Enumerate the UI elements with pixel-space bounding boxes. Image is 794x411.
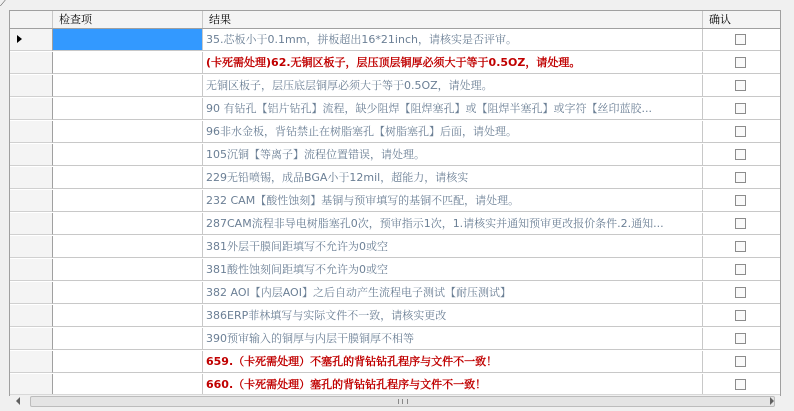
table-row[interactable] [10, 374, 780, 396]
table-row[interactable] [10, 305, 780, 328]
row-header[interactable] [10, 144, 53, 166]
table-row[interactable] [10, 213, 780, 236]
check-item-cell[interactable] [53, 259, 203, 281]
result-cell[interactable]: 287CAM流程非导电树脂塞孔0次，预审指示1次，1.请核实并通知预审更改报价条件.2.通知... [203, 213, 703, 235]
row-header[interactable] [10, 236, 53, 258]
confirm-cell[interactable] [703, 75, 780, 97]
grid-header [10, 11, 780, 29]
row-header[interactable] [10, 190, 53, 212]
result-cell[interactable]: 90 有钻孔【铝片钻孔】流程，缺少阻焊【阻焊塞孔】或【阻焊半塞孔】或字符【丝印蓝胶... [203, 98, 703, 120]
check-item-cell[interactable] [53, 144, 203, 166]
table-row[interactable] [10, 121, 780, 144]
confirm-cell[interactable] [703, 213, 780, 235]
check-item-cell[interactable] [53, 121, 203, 143]
check-item-cell[interactable] [53, 282, 203, 304]
confirm-cell[interactable] [703, 190, 780, 212]
confirm-cell[interactable] [703, 282, 780, 304]
result-cell[interactable]: 无铜区板子，层压底层铜厚必须大于等于0.5OZ，请处理。 [203, 75, 703, 97]
confirm-cell[interactable] [703, 305, 780, 327]
check-item-cell[interactable] [53, 98, 203, 120]
row-header[interactable] [10, 282, 53, 304]
table-row[interactable] [10, 328, 780, 351]
confirm-cell[interactable] [703, 144, 780, 166]
row-header[interactable] [10, 259, 53, 281]
check-item-cell[interactable] [53, 351, 203, 373]
row-header[interactable] [10, 29, 53, 51]
confirm-checkbox[interactable] [735, 103, 746, 114]
scroll-left-arrow-icon[interactable] [16, 397, 20, 405]
confirm-cell[interactable] [703, 52, 780, 74]
result-cell[interactable]: 96非水金板，背钻禁止在树脂塞孔【树脂塞孔】后面，请处理。 [203, 121, 703, 143]
result-cell[interactable]: 382 AOI【内层AOI】之后自动产生流程电子测试【耐压测试】 [203, 282, 703, 304]
confirm-cell[interactable] [703, 167, 780, 189]
horizontal-scrollbar[interactable] [10, 394, 780, 409]
header-row-selector[interactable] [10, 11, 53, 28]
table-row[interactable] [10, 351, 780, 374]
row-header[interactable] [10, 121, 53, 143]
table-row[interactable] [10, 75, 780, 98]
confirm-cell[interactable] [703, 121, 780, 143]
check-item-cell[interactable] [53, 167, 203, 189]
row-header[interactable] [10, 213, 53, 235]
confirm-checkbox[interactable] [735, 310, 746, 321]
confirm-checkbox[interactable] [735, 172, 746, 183]
check-item-cell[interactable] [53, 374, 203, 396]
corner-arrow-icon: ⟋ [0, 0, 6, 8]
confirm-checkbox[interactable] [735, 333, 746, 344]
result-cell[interactable]: 35.芯板小于0.1mm，拼板超出16*21inch，请核实是否评审。 [203, 29, 703, 51]
header-confirm[interactable]: 确认 [709, 13, 731, 26]
row-header[interactable] [10, 75, 53, 97]
confirm-checkbox[interactable] [735, 218, 746, 229]
confirm-checkbox[interactable] [735, 379, 746, 390]
table-row[interactable] [10, 144, 780, 167]
confirm-checkbox[interactable] [735, 195, 746, 206]
check-item-cell[interactable] [53, 328, 203, 350]
check-item-cell[interactable] [53, 236, 203, 258]
result-cell[interactable]: 390预审输入的铜厚与内层干膜铜厚不相等 [203, 328, 703, 350]
current-row-pointer-icon [17, 35, 22, 43]
table-row[interactable] [10, 190, 780, 213]
result-cell[interactable]: 229无铅喷锡，成品BGA小于12mil，超能力，请核实 [203, 167, 703, 189]
table-row[interactable] [10, 29, 780, 52]
row-header[interactable] [10, 374, 53, 396]
table-row[interactable] [10, 259, 780, 282]
confirm-checkbox[interactable] [735, 264, 746, 275]
confirm-cell[interactable] [703, 29, 780, 51]
row-header[interactable] [10, 167, 53, 189]
result-cell[interactable]: 232 CAM【酸性蚀刻】基铜与预审填写的基铜不匹配，请处理。 [203, 190, 703, 212]
check-item-cell[interactable] [53, 75, 203, 97]
row-header[interactable] [10, 351, 53, 373]
check-item-cell[interactable] [53, 52, 203, 74]
confirm-cell[interactable] [703, 351, 780, 373]
result-cell[interactable]: 659.（卡死需处理）不塞孔的背钻钻孔程序与文件不一致！ [203, 351, 703, 373]
confirm-cell[interactable] [703, 259, 780, 281]
confirm-checkbox[interactable] [735, 287, 746, 298]
scroll-right-arrow-icon[interactable] [770, 397, 774, 405]
confirm-checkbox[interactable] [735, 126, 746, 137]
header-check-item[interactable]: 检查项 [53, 11, 203, 28]
check-item-cell[interactable] [53, 213, 203, 235]
confirm-checkbox[interactable] [735, 241, 746, 252]
confirm-checkbox[interactable] [735, 57, 746, 68]
confirm-cell[interactable] [703, 328, 780, 350]
confirm-cell[interactable] [703, 236, 780, 258]
table-row[interactable] [10, 236, 780, 259]
confirm-checkbox[interactable] [735, 356, 746, 367]
header-result[interactable]: 结果 [203, 11, 703, 28]
result-cell[interactable]: 381外层干膜间距填写不允许为0或空 [203, 236, 703, 258]
result-cell[interactable]: 381酸性蚀刻间距填写不允许为0或空 [203, 259, 703, 281]
result-cell[interactable]: 386ERP菲林填写与实际文件不一致，请核实更改 [203, 305, 703, 327]
check-results-grid[interactable] [9, 10, 781, 396]
confirm-checkbox[interactable] [735, 149, 746, 160]
confirm-cell[interactable] [703, 98, 780, 120]
scroll-thumb[interactable] [30, 396, 775, 407]
result-cell[interactable]: 105沉铜【等离子】流程位置错误，请处理。 [203, 144, 703, 166]
check-item-cell[interactable] [53, 29, 203, 51]
confirm-checkbox[interactable] [735, 34, 746, 45]
row-header[interactable] [10, 98, 53, 120]
scroll-grip-icon [398, 399, 408, 404]
result-cell[interactable]: 660.（卡死需处理）塞孔的背钻钻孔程序与文件不一致！ [203, 374, 703, 396]
check-item-cell[interactable] [53, 190, 203, 212]
confirm-checkbox[interactable] [735, 80, 746, 91]
table-row[interactable] [10, 52, 780, 75]
table-row[interactable] [10, 98, 780, 121]
row-header[interactable] [10, 52, 53, 74]
row-header[interactable] [10, 328, 53, 350]
confirm-cell[interactable] [703, 374, 780, 396]
table-row[interactable] [10, 282, 780, 305]
result-cell[interactable]: (卡死需处理)62.无铜区板子，层压顶层铜厚必须大于等于0.5OZ，请处理。 [203, 52, 703, 74]
table-row[interactable] [10, 167, 780, 190]
row-header[interactable] [10, 305, 53, 327]
check-item-cell[interactable] [53, 305, 203, 327]
